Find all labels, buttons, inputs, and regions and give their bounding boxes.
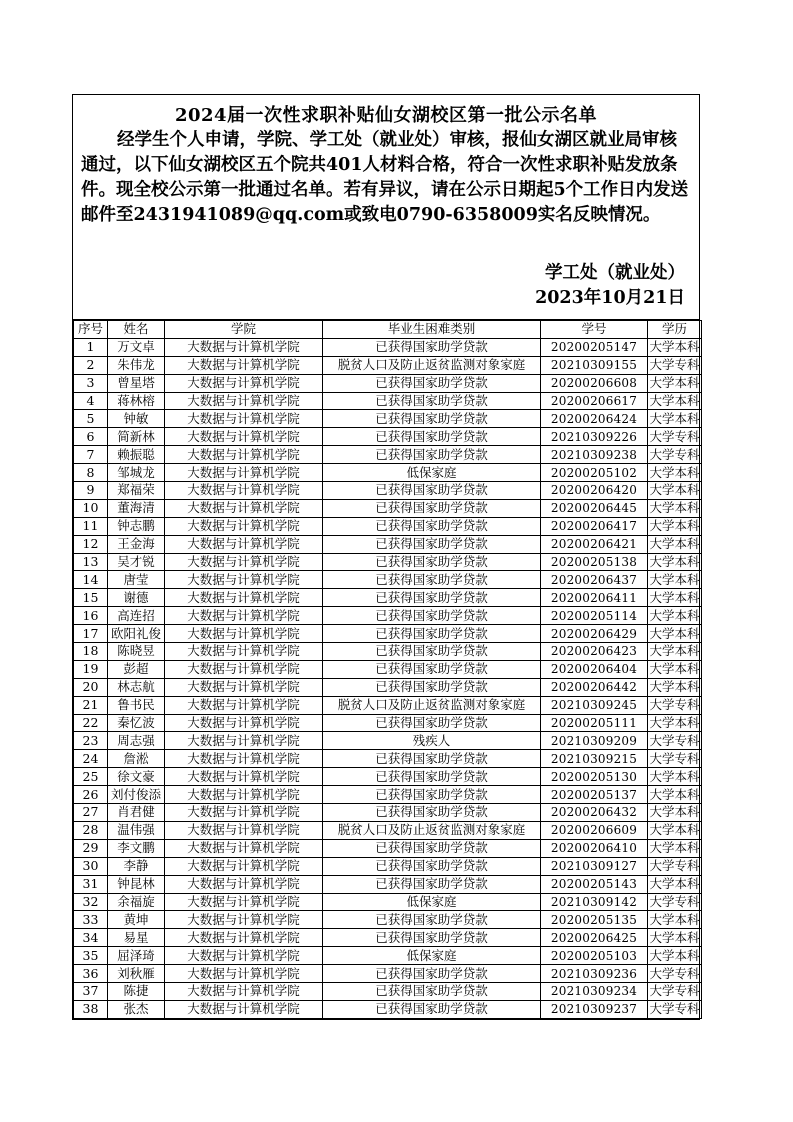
- cell-category: 已获得国家助学贷款: [323, 982, 541, 1000]
- cell-name: 曾星塔: [108, 374, 165, 392]
- cell-student-id: 20200205103: [541, 947, 648, 965]
- cell-index: 30: [74, 857, 108, 875]
- table-row: [74, 643, 702, 661]
- recipient-table: [73, 320, 702, 1019]
- table-row: [74, 857, 702, 875]
- cell-student-id: 20200206420: [541, 482, 648, 500]
- cell-index: 36: [74, 965, 108, 983]
- cell-degree: 大学专科: [649, 357, 700, 373]
- cell-index: 5: [74, 410, 108, 428]
- cell-college: 大数据与计算机学院: [165, 821, 323, 839]
- cell-student-id: 20200205135: [541, 911, 648, 929]
- cell-student-id: 20200206617: [541, 392, 648, 410]
- cell-degree: 大学本科: [649, 518, 700, 534]
- col-header-student-id: 学号: [541, 321, 648, 339]
- cell-index: 23: [74, 732, 108, 750]
- cell-college: 大数据与计算机学院: [165, 607, 323, 625]
- cell-college: 大数据与计算机学院: [165, 857, 323, 875]
- cell-category: 已获得国家助学贷款: [323, 643, 541, 661]
- cell-name: 赖振聪: [108, 446, 165, 464]
- table-row: [74, 410, 702, 428]
- cell-college: 大数据与计算机学院: [165, 392, 323, 410]
- cell-name: 王金海: [108, 535, 165, 553]
- cell-index: 24: [74, 750, 108, 768]
- cell-category: 已获得国家助学贷款: [323, 929, 541, 947]
- cell-degree: 大学专科: [649, 732, 700, 748]
- cell-index: 33: [74, 911, 108, 929]
- cell-index: 29: [74, 839, 108, 857]
- table-row: [74, 678, 702, 696]
- cell-college: 大数据与计算机学院: [165, 464, 323, 482]
- cell-category: 已获得国家助学贷款: [323, 499, 541, 517]
- cell-index: 28: [74, 821, 108, 839]
- cell-index: 18: [74, 643, 108, 661]
- cell-category: 脱贫人口及防止返贫监测对象家庭: [323, 821, 541, 839]
- notice-block: [73, 95, 699, 320]
- cell-student-id: 20210309237: [541, 1000, 648, 1018]
- cell-student-id: 20210309236: [541, 965, 648, 983]
- cell-college: 大数据与计算机学院: [165, 750, 323, 768]
- cell-category: 脱贫人口及防止返贫监测对象家庭: [323, 356, 541, 374]
- notice-title: 2024届一次性求职补贴仙女湖校区第一批公示名单: [174, 105, 598, 126]
- cell-index: 16: [74, 607, 108, 625]
- cell-degree: 大学专科: [649, 750, 700, 766]
- cell-college: 大数据与计算机学院: [165, 732, 323, 750]
- cell-name: 朱伟龙: [108, 356, 165, 374]
- cell-category: 已获得国家助学贷款: [323, 517, 541, 535]
- cell-category: 已获得国家助学贷款: [323, 857, 541, 875]
- cell-degree: 大学专科: [649, 428, 700, 444]
- cell-name: 李文鹏: [108, 839, 165, 857]
- cell-name: 肖君健: [108, 804, 165, 822]
- cell-college: 大数据与计算机学院: [165, 804, 323, 822]
- cell-student-id: 20200206411: [541, 589, 648, 607]
- cell-student-id: 20200205130: [541, 768, 648, 786]
- cell-degree: 大学本科: [649, 339, 700, 355]
- cell-college: 大数据与计算机学院: [165, 678, 323, 696]
- cell-degree: 大学本科: [649, 464, 700, 480]
- cell-student-id: 20200206421: [541, 535, 648, 553]
- cell-college: 大数据与计算机学院: [165, 768, 323, 786]
- notice-sheet: [72, 94, 700, 1020]
- cell-degree: 大学本科: [649, 929, 700, 945]
- cell-index: 21: [74, 696, 108, 714]
- cell-degree: 大学本科: [649, 375, 700, 391]
- table-row: [74, 750, 702, 768]
- cell-index: 2: [74, 356, 108, 374]
- cell-name: 陈捷: [108, 982, 165, 1000]
- cell-name: 蒋林榕: [108, 392, 165, 410]
- cell-index: 19: [74, 660, 108, 678]
- cell-category: 已获得国家助学贷款: [323, 1000, 541, 1018]
- col-header-degree: 学历: [648, 321, 702, 339]
- table-row: [74, 392, 702, 410]
- cell-college: 大数据与计算机学院: [165, 1000, 323, 1018]
- table-row: [74, 982, 702, 1000]
- table-header-row: [74, 321, 702, 339]
- cell-college: 大数据与计算机学院: [165, 446, 323, 464]
- table-row: [74, 929, 702, 947]
- notice-body: 经学生个人申请，学院、学工处（就业处）审核，报仙女湖区就业局审核通过，以下仙女湖校区五个院共401人材料合格，符合一次性求职补贴发放条件。现全校公示第一批通过名单。若有异议，请在公示日期起5个工作日内发送邮件至2431941089@qq.com或致电0790-6358009实名反映情况。: [81, 130, 689, 225]
- cell-index: 14: [74, 571, 108, 589]
- cell-student-id: 20210309142: [541, 893, 648, 911]
- cell-category: 已获得国家助学贷款: [323, 589, 541, 607]
- cell-student-id: 20200206417: [541, 517, 648, 535]
- cell-college: 大数据与计算机学院: [165, 893, 323, 911]
- cell-college: 大数据与计算机学院: [165, 714, 323, 732]
- table-row: [74, 446, 702, 464]
- cell-index: 31: [74, 875, 108, 893]
- cell-index: 9: [74, 482, 108, 500]
- cell-degree: 大学本科: [649, 607, 700, 623]
- cell-name: 刘付俊添: [108, 786, 165, 804]
- table-row: [74, 428, 702, 446]
- cell-student-id: 20210309238: [541, 446, 648, 464]
- cell-name: 吴才锐: [108, 553, 165, 571]
- cell-name: 邹城龙: [108, 464, 165, 482]
- cell-college: 大数据与计算机学院: [165, 535, 323, 553]
- cell-name: 陈晓昱: [108, 643, 165, 661]
- cell-college: 大数据与计算机学院: [165, 410, 323, 428]
- cell-category: 已获得国家助学贷款: [323, 410, 541, 428]
- cell-college: 大数据与计算机学院: [165, 499, 323, 517]
- cell-college: 大数据与计算机学院: [165, 911, 323, 929]
- table-row: [74, 786, 702, 804]
- cell-student-id: 20200206609: [541, 821, 648, 839]
- table-row: [74, 553, 702, 571]
- cell-category: 已获得国家助学贷款: [323, 965, 541, 983]
- table-row: [74, 517, 702, 535]
- cell-degree: 大学本科: [649, 625, 700, 641]
- cell-name: 徐文豪: [108, 768, 165, 786]
- cell-college: 大数据与计算机学院: [165, 643, 323, 661]
- table-row: [74, 535, 702, 553]
- cell-category: 已获得国家助学贷款: [323, 804, 541, 822]
- col-header-category: 毕业生困难类别: [323, 321, 541, 339]
- cell-college: 大数据与计算机学院: [165, 947, 323, 965]
- cell-name: 董海清: [108, 499, 165, 517]
- cell-student-id: 20200206432: [541, 804, 648, 822]
- table-row: [74, 607, 702, 625]
- cell-index: 3: [74, 374, 108, 392]
- cell-degree: 大学本科: [649, 643, 700, 659]
- cell-category: 已获得国家助学贷款: [323, 786, 541, 804]
- cell-index: 15: [74, 589, 108, 607]
- cell-index: 10: [74, 499, 108, 517]
- cell-category: 已获得国家助学贷款: [323, 535, 541, 553]
- cell-index: 11: [74, 517, 108, 535]
- cell-category: 已获得国家助学贷款: [323, 660, 541, 678]
- cell-name: 李静: [108, 857, 165, 875]
- table-row: [74, 1000, 702, 1018]
- table-row: [74, 625, 702, 643]
- cell-index: 35: [74, 947, 108, 965]
- cell-college: 大数据与计算机学院: [165, 374, 323, 392]
- cell-college: 大数据与计算机学院: [165, 482, 323, 500]
- cell-student-id: 20210309127: [541, 857, 648, 875]
- cell-college: 大数据与计算机学院: [165, 839, 323, 857]
- cell-degree: 大学本科: [649, 786, 700, 802]
- cell-student-id: 20210309215: [541, 750, 648, 768]
- signer: 学工处（就业处）: [545, 263, 685, 283]
- cell-degree: 大学专科: [649, 893, 700, 909]
- cell-student-id: 20200205114: [541, 607, 648, 625]
- cell-index: 13: [74, 553, 108, 571]
- table-row: [74, 804, 702, 822]
- cell-index: 37: [74, 982, 108, 1000]
- cell-category: 脱贫人口及防止返贫监测对象家庭: [323, 696, 541, 714]
- col-header-index: 序号: [74, 321, 108, 339]
- table-row: [74, 732, 702, 750]
- cell-degree: 大学专科: [649, 446, 700, 462]
- cell-college: 大数据与计算机学院: [165, 553, 323, 571]
- table-row: [74, 356, 702, 374]
- cell-degree: 大学本科: [649, 911, 700, 927]
- cell-degree: 大学本科: [649, 822, 700, 838]
- table-row: [74, 911, 702, 929]
- cell-college: 大数据与计算机学院: [165, 589, 323, 607]
- table-row: [74, 696, 702, 714]
- cell-category: 已获得国家助学贷款: [323, 392, 541, 410]
- cell-category: 已获得国家助学贷款: [323, 482, 541, 500]
- cell-student-id: 20200206445: [541, 499, 648, 517]
- table-row: [74, 875, 702, 893]
- cell-degree: 大学本科: [649, 536, 700, 552]
- cell-name: 钟敏: [108, 410, 165, 428]
- cell-degree: 大学本科: [649, 715, 700, 731]
- cell-category: 已获得国家助学贷款: [323, 625, 541, 643]
- cell-student-id: 20210309234: [541, 982, 648, 1000]
- cell-category: 已获得国家助学贷款: [323, 678, 541, 696]
- cell-name: 詹淞: [108, 750, 165, 768]
- cell-name: 易星: [108, 929, 165, 947]
- cell-college: 大数据与计算机学院: [165, 929, 323, 947]
- cell-category: 已获得国家助学贷款: [323, 750, 541, 768]
- cell-category: 已获得国家助学贷款: [323, 553, 541, 571]
- cell-college: 大数据与计算机学院: [165, 875, 323, 893]
- cell-degree: 大学专科: [649, 965, 700, 981]
- cell-category: 低保家庭: [323, 947, 541, 965]
- cell-student-id: 20210309155: [541, 356, 648, 374]
- cell-name: 万文卓: [108, 338, 165, 356]
- cell-category: 已获得国家助学贷款: [323, 428, 541, 446]
- table-row: [74, 714, 702, 732]
- cell-college: 大数据与计算机学院: [165, 696, 323, 714]
- cell-index: 7: [74, 446, 108, 464]
- cell-category: 已获得国家助学贷款: [323, 338, 541, 356]
- cell-category: 已获得国家助学贷款: [323, 607, 541, 625]
- cell-index: 6: [74, 428, 108, 446]
- table-row: [74, 499, 702, 517]
- cell-index: 12: [74, 535, 108, 553]
- cell-name: 高连招: [108, 607, 165, 625]
- notice-date: 2023年10月21日: [535, 288, 685, 308]
- table-row: [74, 947, 702, 965]
- cell-student-id: 20210309245: [541, 696, 648, 714]
- cell-name: 余福旋: [108, 893, 165, 911]
- cell-college: 大数据与计算机学院: [165, 571, 323, 589]
- cell-degree: 大学本科: [649, 768, 700, 784]
- cell-degree: 大学本科: [649, 482, 700, 498]
- cell-student-id: 20200206425: [541, 929, 648, 947]
- cell-category: 已获得国家助学贷款: [323, 446, 541, 464]
- table-row: [74, 660, 702, 678]
- cell-student-id: 20200206424: [541, 410, 648, 428]
- notice-signature: [535, 261, 685, 311]
- cell-category: 低保家庭: [323, 893, 541, 911]
- cell-degree: 大学本科: [649, 661, 700, 677]
- cell-name: 鲁书民: [108, 696, 165, 714]
- cell-index: 26: [74, 786, 108, 804]
- cell-degree: 大学专科: [649, 1001, 700, 1017]
- cell-category: 已获得国家助学贷款: [323, 875, 541, 893]
- cell-name: 张杰: [108, 1000, 165, 1018]
- table-row: [74, 338, 702, 356]
- cell-college: 大数据与计算机学院: [165, 356, 323, 374]
- table-row: [74, 768, 702, 786]
- cell-college: 大数据与计算机学院: [165, 965, 323, 983]
- cell-category: 已获得国家助学贷款: [323, 571, 541, 589]
- cell-index: 25: [74, 768, 108, 786]
- cell-college: 大数据与计算机学院: [165, 982, 323, 1000]
- cell-degree: 大学本科: [649, 679, 700, 695]
- table-row: [74, 374, 702, 392]
- cell-index: 4: [74, 392, 108, 410]
- table-row: [74, 589, 702, 607]
- cell-name: 简新林: [108, 428, 165, 446]
- cell-student-id: 20210309226: [541, 428, 648, 446]
- col-header-name: 姓名: [108, 321, 165, 339]
- cell-index: 8: [74, 464, 108, 482]
- cell-name: 欧阳礼俊: [108, 625, 165, 643]
- cell-category: 已获得国家助学贷款: [323, 839, 541, 857]
- cell-index: 17: [74, 625, 108, 643]
- cell-name: 郑福荣: [108, 482, 165, 500]
- cell-name: 温伟强: [108, 821, 165, 839]
- cell-college: 大数据与计算机学院: [165, 428, 323, 446]
- table-row: [74, 464, 702, 482]
- cell-degree: 大学本科: [649, 571, 700, 587]
- cell-name: 彭超: [108, 660, 165, 678]
- cell-name: 周志强: [108, 732, 165, 750]
- cell-student-id: 20200206437: [541, 571, 648, 589]
- cell-college: 大数据与计算机学院: [165, 786, 323, 804]
- cell-student-id: 20200205147: [541, 338, 648, 356]
- cell-category: 已获得国家助学贷款: [323, 911, 541, 929]
- cell-index: 27: [74, 804, 108, 822]
- cell-degree: 大学本科: [649, 804, 700, 820]
- cell-index: 20: [74, 678, 108, 696]
- cell-student-id: 20200205111: [541, 714, 648, 732]
- cell-category: 已获得国家助学贷款: [323, 374, 541, 392]
- cell-student-id: 20200205143: [541, 875, 648, 893]
- cell-degree: 大学本科: [649, 947, 700, 963]
- cell-name: 林志航: [108, 678, 165, 696]
- cell-student-id: 20200205137: [541, 786, 648, 804]
- cell-college: 大数据与计算机学院: [165, 338, 323, 356]
- cell-student-id: 20200206429: [541, 625, 648, 643]
- cell-student-id: 20200205138: [541, 553, 648, 571]
- cell-degree: 大学本科: [649, 840, 700, 856]
- cell-student-id: 20210309209: [541, 732, 648, 750]
- cell-name: 钟昆林: [108, 875, 165, 893]
- cell-student-id: 20200206410: [541, 839, 648, 857]
- cell-index: 38: [74, 1000, 108, 1018]
- cell-degree: 大学本科: [649, 410, 700, 426]
- table-row: [74, 893, 702, 911]
- cell-index: 32: [74, 893, 108, 911]
- cell-degree: 大学本科: [649, 554, 700, 570]
- cell-name: 屈泽琦: [108, 947, 165, 965]
- cell-name: 钟志鹏: [108, 517, 165, 535]
- cell-student-id: 20200206404: [541, 660, 648, 678]
- cell-category: 已获得国家助学贷款: [323, 714, 541, 732]
- cell-index: 22: [74, 714, 108, 732]
- cell-student-id: 20200206423: [541, 643, 648, 661]
- table-body: [74, 338, 702, 1018]
- table-row: [74, 571, 702, 589]
- cell-degree: 大学专科: [649, 983, 700, 999]
- cell-college: 大数据与计算机学院: [165, 625, 323, 643]
- cell-college: 大数据与计算机学院: [165, 660, 323, 678]
- table-row: [74, 821, 702, 839]
- cell-degree: 大学本科: [649, 876, 700, 892]
- cell-index: 1: [74, 338, 108, 356]
- cell-student-id: 20200206442: [541, 678, 648, 696]
- cell-index: 34: [74, 929, 108, 947]
- cell-degree: 大学专科: [649, 697, 700, 713]
- cell-name: 谢德: [108, 589, 165, 607]
- cell-name: 秦忆波: [108, 714, 165, 732]
- cell-degree: 大学专科: [649, 858, 700, 874]
- table-row: [74, 839, 702, 857]
- table-row: [74, 965, 702, 983]
- cell-degree: 大学本科: [649, 393, 700, 408]
- cell-name: 黄坤: [108, 911, 165, 929]
- cell-degree: 大学本科: [649, 589, 700, 605]
- cell-category: 已获得国家助学贷款: [323, 768, 541, 786]
- cell-college: 大数据与计算机学院: [165, 517, 323, 535]
- cell-category: 低保家庭: [323, 464, 541, 482]
- cell-category: 残疾人: [323, 732, 541, 750]
- table-row: [74, 482, 702, 500]
- cell-name: 刘秋雁: [108, 965, 165, 983]
- cell-student-id: 20200206608: [541, 374, 648, 392]
- cell-degree: 大学本科: [649, 500, 700, 516]
- col-header-college: 学院: [165, 321, 323, 339]
- cell-student-id: 20200205102: [541, 464, 648, 482]
- cell-name: 唐莹: [108, 571, 165, 589]
